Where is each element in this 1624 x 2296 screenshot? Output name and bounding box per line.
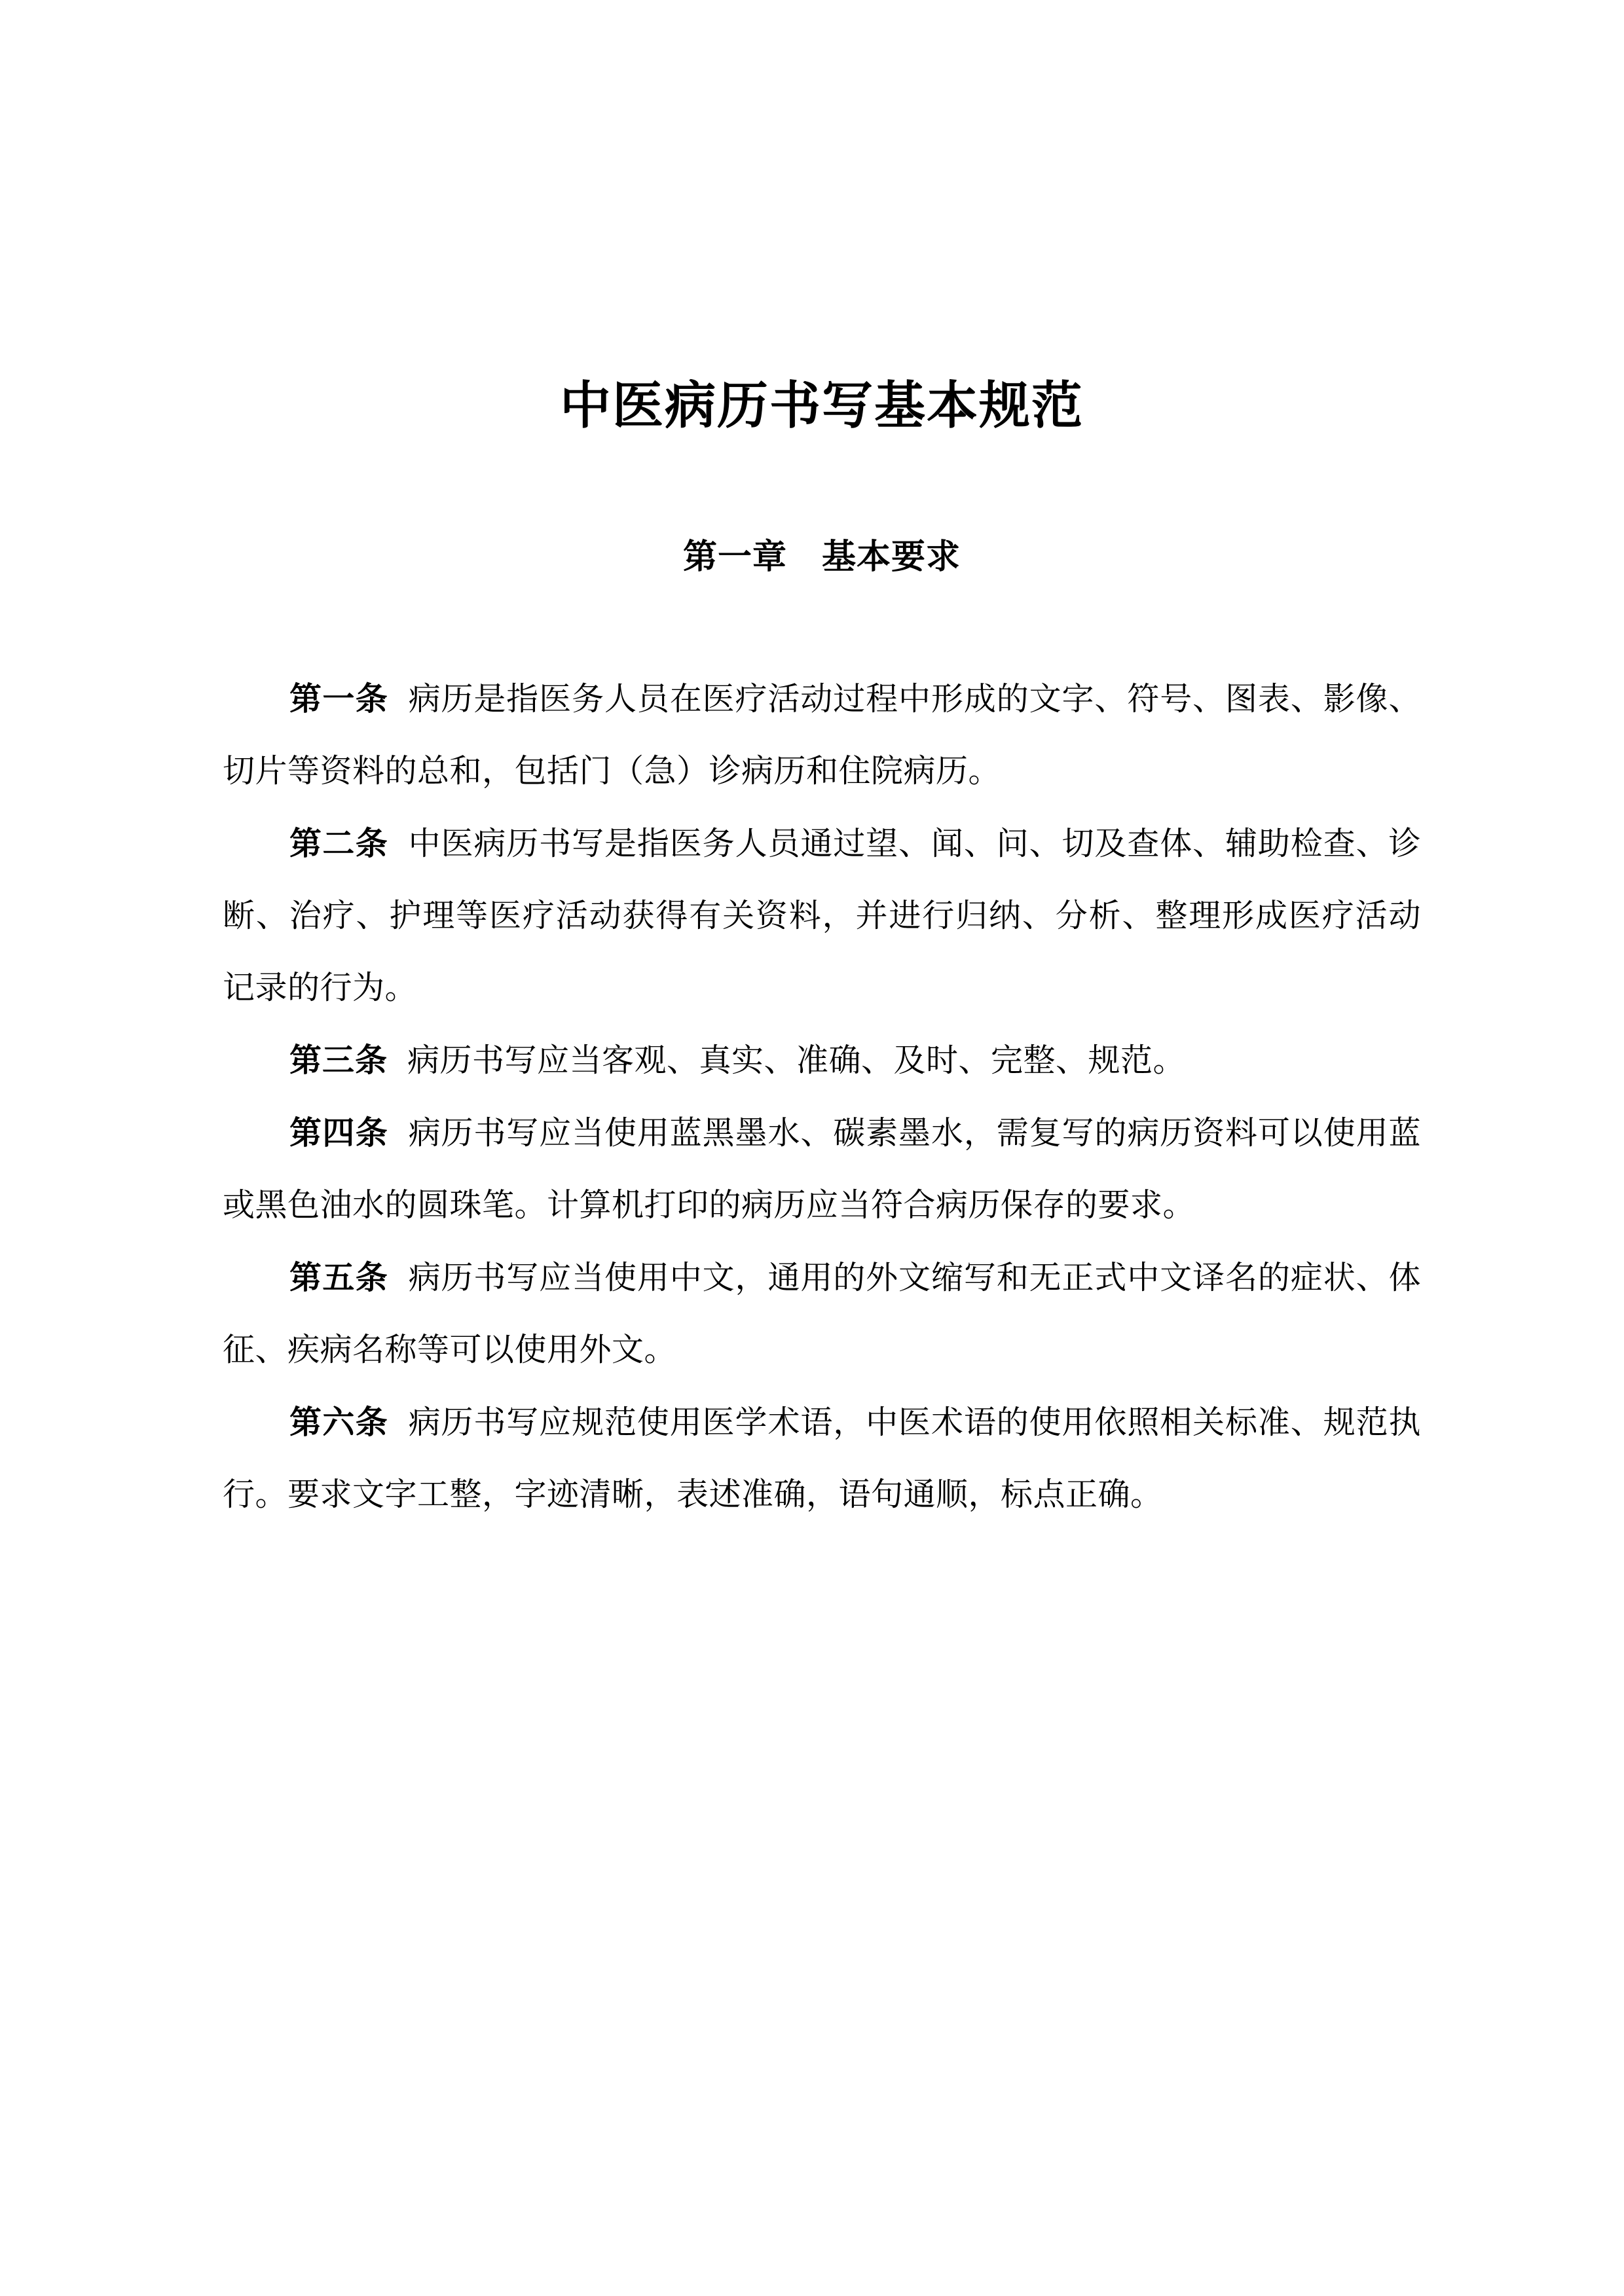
article-list	[223, 663, 1421, 1531]
article-text: 病历书写应规范使用医学术语，中医术语的使用依照相关标准、规范执行。要求文字工整，字迹清晰，表述准确，语句通顺，标点正确。	[223, 1404, 1421, 1513]
article-number: 第五条	[289, 1258, 389, 1296]
article-text: 中医病历书写是指医务人员通过望、闻、问、切及查体、辅助检查、诊断、治疗、护理等医疗活动获得有关资料，并进行归纳、分析、整理形成医疗活动记录的行为。	[223, 825, 1421, 1006]
article-paragraph	[223, 1097, 1421, 1241]
article-text: 病历书写应当使用蓝黑墨水、碳素墨水，需复写的病历资料可以使用蓝或黑色油水的圆珠笔。计算机打印的病历应当符合病历保存的要求。	[223, 1114, 1421, 1224]
article-text: 病历书写应当客观、真实、准确、及时、完整、规范。	[407, 1042, 1186, 1079]
article-number: 第六条	[289, 1403, 389, 1441]
article-number: 第二条	[289, 824, 389, 862]
article-paragraph	[223, 1024, 1421, 1097]
article-paragraph	[223, 1241, 1421, 1386]
article-number: 第一条	[289, 680, 389, 718]
article-number: 第四条	[289, 1114, 389, 1152]
article-number: 第三条	[289, 1041, 388, 1079]
article-text: 病历是指医务人员在医疗活动过程中形成的文字、符号、图表、影像、切片等资料的总和，包括门（急）诊病历和住院病历。	[223, 680, 1421, 790]
article-paragraph	[223, 663, 1421, 807]
article-paragraph	[223, 1386, 1421, 1531]
article-text: 病历书写应当使用中文，通用的外文缩写和无正式中文译名的症状、体征、疾病名称等可以使用外文。	[223, 1259, 1421, 1368]
chapter-heading: 第一章 基本要求	[682, 538, 961, 577]
page-content-column	[223, 0, 1421, 2296]
article-paragraph	[223, 807, 1421, 1024]
page-title: 中医病历书写基本规范	[559, 376, 1084, 436]
